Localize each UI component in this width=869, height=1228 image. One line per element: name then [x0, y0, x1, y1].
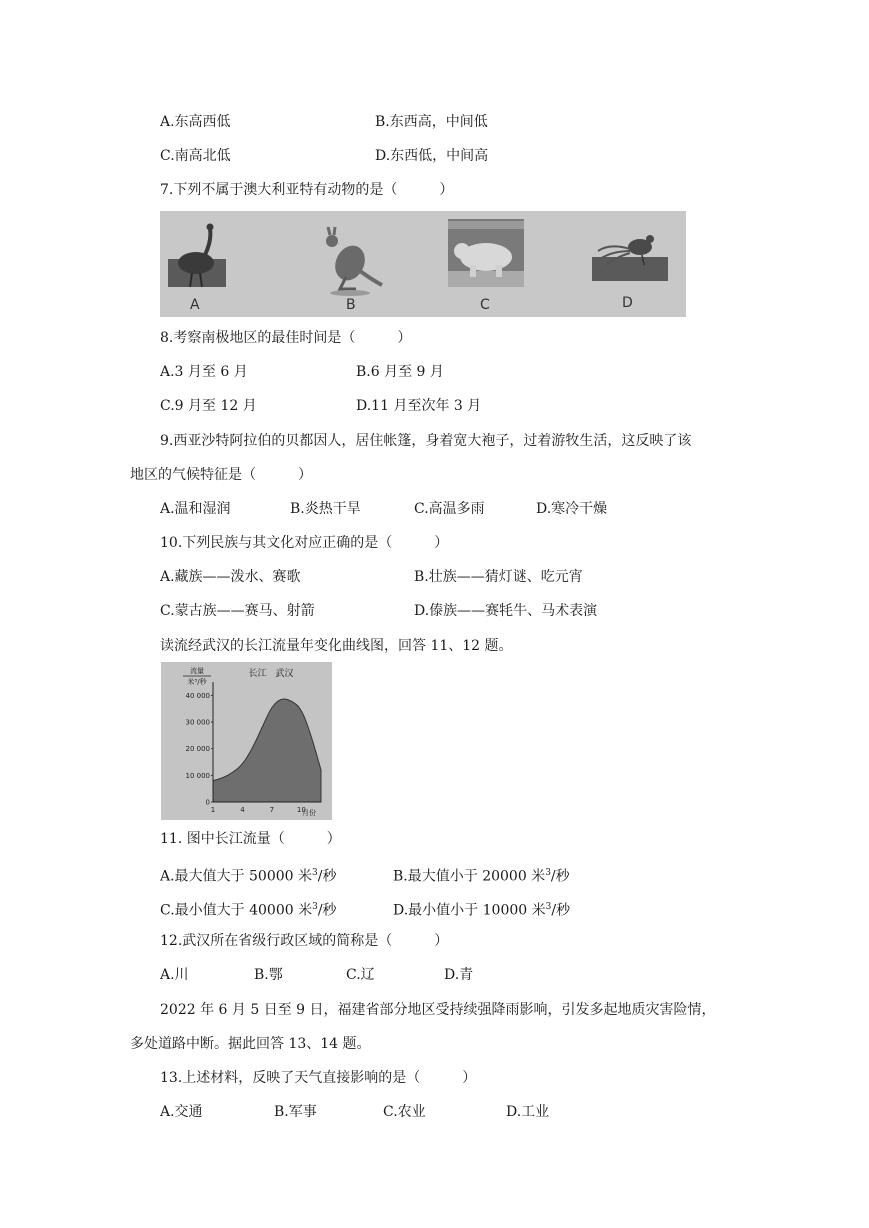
x-axis-label: 月份 — [302, 809, 316, 817]
q11-option-b-unit: /秒 — [550, 868, 570, 885]
q10-option-c: C.蒙古族——赛马、射箭 — [160, 603, 315, 619]
y-tick-label: 20 000 — [185, 745, 210, 754]
intro-13-14-line1: 2022 年 6 月 5 日至 9 日，福建省部分地区受持续强降雨影响，引发多起地质灾害险情， — [160, 1002, 716, 1018]
y-tick-label: 30 000 — [185, 718, 210, 727]
q10-option-a: A.藏族——泼水、赛歌 — [160, 569, 301, 585]
q9-option-d: D.寒冷干燥 — [536, 501, 608, 517]
q6-option-d: D.东西低，中间高 — [375, 148, 489, 164]
q11-option-d — [393, 897, 570, 921]
q10-stem: 10.下列民族与其文化对应正确的是（ ） — [160, 535, 449, 551]
q11-stem: 11. 图中长江流量（ ） — [160, 831, 341, 847]
q11-option-c-unit: /秒 — [317, 902, 337, 919]
q11-option-a-sup: 3 — [312, 868, 318, 878]
intro-13-14-line2: 多处道路中断。据此回答 13、14 题。 — [130, 1036, 371, 1052]
animal-label-a: A — [190, 297, 200, 313]
q11-option-d-sup: 3 — [545, 902, 552, 912]
flow-chart-svg — [161, 662, 332, 820]
y-label-unit: 米³/秒 — [187, 678, 207, 686]
q6-option-a: A.东高西低 — [160, 114, 231, 130]
x-tick-label: 10 — [296, 806, 306, 814]
q13-option-c: C.农业 — [383, 1104, 426, 1120]
q13-option-d: D.工业 — [506, 1104, 550, 1120]
q8-stem: 8.考察南极地区的最佳时间是（ ） — [160, 330, 412, 346]
q11-option-c — [160, 897, 337, 921]
q9-option-c: C.高温多雨 — [414, 501, 485, 517]
x-tick-label: 1 — [210, 806, 216, 814]
q9-stem-line2: 地区的气候特征是（ ） — [130, 467, 312, 483]
q11-option-b-text: B.最大值小于 20000 米 — [393, 868, 546, 885]
q8-option-a: A.3 月至 6 月 — [160, 364, 248, 380]
q9-stem-line1: 9.西亚沙特阿拉伯的贝都因人，居住帐篷，身着宽大袍子，过着游牧生活，这反映了该 — [160, 433, 692, 449]
q13-option-a: A.交通 — [160, 1104, 203, 1120]
q11-option-d-text: D.最小值小于 10000 米 — [393, 902, 546, 919]
q9-option-a: A.温和湿润 — [160, 501, 231, 517]
q12-option-b: B.鄂 — [254, 967, 283, 983]
polar-bear-picture — [448, 219, 524, 287]
q9-option-b: B.炎热干旱 — [290, 501, 361, 517]
x-tick-label: 4 — [240, 806, 245, 814]
q12-option-c: C.辽 — [346, 967, 375, 983]
q11-option-b-sup: 3 — [545, 868, 551, 878]
q12-option-a: A.川 — [160, 967, 189, 983]
q11-option-c-text: C.最小值大于 40000 米 — [160, 902, 313, 919]
animals-illustration — [160, 211, 686, 317]
yangtze-flow-chart — [161, 662, 332, 820]
q8-option-c: C.9 月至 12 月 — [160, 398, 257, 414]
q8-option-d: D.11 月至次年 3 月 — [356, 398, 482, 414]
x-tick-label: 7 — [269, 806, 275, 814]
q10-option-b: B.壮族——猜灯谜、吃元宵 — [414, 569, 583, 585]
q11-option-a-unit: /秒 — [317, 868, 337, 885]
animals-image — [160, 211, 686, 317]
q12-stem: 12.武汉所在省级行政区域的简称是（ ） — [160, 933, 449, 949]
animal-label-c: C — [480, 297, 490, 313]
q11-option-a — [160, 863, 336, 887]
q11-option-d-unit: /秒 — [551, 902, 571, 919]
q6-option-b: B.东西高，中间低 — [375, 114, 488, 130]
animal-label-d: D — [622, 295, 633, 311]
y-tick-label: 10 000 — [185, 771, 210, 780]
q11-option-c-sup: 3 — [312, 902, 318, 912]
q10-option-d: D.傣族——赛牦牛、马术表演 — [414, 603, 598, 619]
q12-option-d: D.青 — [444, 967, 474, 983]
q7-stem: 7.下列不属于澳大利亚特有动物的是（ ） — [160, 182, 454, 198]
q11-option-b — [393, 863, 570, 887]
animal-label-b: B — [346, 297, 356, 313]
y-tick-label: 0 — [205, 798, 210, 807]
q11-option-a-text: A.最大值大于 50000 米 — [160, 868, 312, 885]
q6-option-c: C.南高北低 — [160, 148, 231, 164]
y-tick-label: 40 000 — [185, 691, 210, 700]
q13-stem: 13.上述材料，反映了天气直接影响的是（ ） — [160, 1070, 477, 1086]
intro-11-12: 读流经武汉的长江流量年变化曲线图，回答 11、12 题。 — [160, 638, 513, 654]
chart-title: 长江 武汉 — [248, 669, 294, 679]
y-label-top: 流量 — [190, 667, 204, 675]
q8-option-b: B.6 月至 9 月 — [356, 364, 444, 380]
q13-option-b: B.军事 — [274, 1104, 317, 1120]
